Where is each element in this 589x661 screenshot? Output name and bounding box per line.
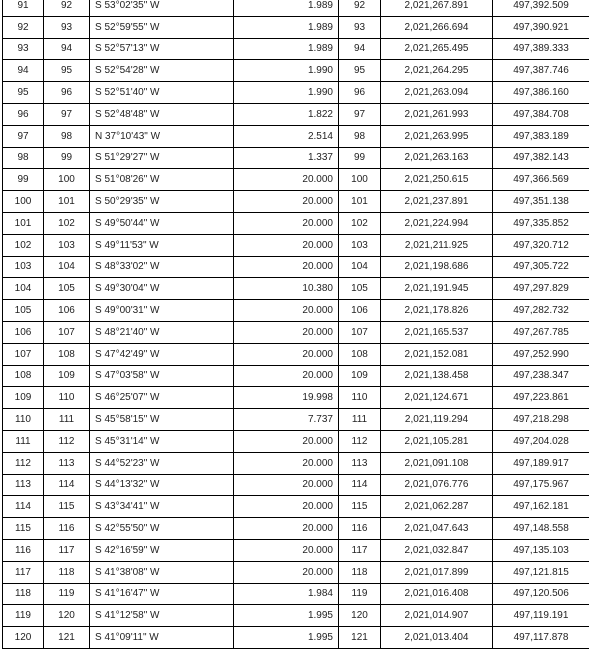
northing-cell: 2,021,263.995 [381,125,493,147]
point-cell: 109 [339,365,381,387]
point-cell: 117 [339,539,381,561]
bearing-cell: S 51°08'26" W [90,169,234,191]
table-row [3,82,589,104]
survey-coordinates-table [2,0,589,649]
to-station-cell: 108 [44,343,90,365]
easting-cell: 497,389.333 [493,38,589,60]
northing-cell: 2,021,191.945 [381,278,493,300]
distance-cell: 1.995 [234,627,339,649]
from-station-cell: 99 [3,169,44,191]
bearing-cell: S 50°29'35" W [90,191,234,213]
easting-cell: 497,282.732 [493,300,589,322]
northing-cell: 2,021,267.891 [381,0,493,16]
table-row [3,125,589,147]
table-row [3,583,589,605]
distance-cell: 2.514 [234,125,339,147]
point-cell: 118 [339,561,381,583]
table-row [3,0,589,16]
easting-cell: 497,238.347 [493,365,589,387]
bearing-cell: S 47°03'58" W [90,365,234,387]
to-station-cell: 100 [44,169,90,191]
bearing-cell: S 51°29'27" W [90,147,234,169]
from-station-cell: 97 [3,125,44,147]
easting-cell: 497,351.138 [493,191,589,213]
easting-cell: 497,175.967 [493,474,589,496]
point-cell: 110 [339,387,381,409]
northing-cell: 2,021,091.108 [381,452,493,474]
from-station-cell: 91 [3,0,44,16]
to-station-cell: 111 [44,409,90,431]
northing-cell: 2,021,032.847 [381,539,493,561]
easting-cell: 497,267.785 [493,321,589,343]
bearing-cell: S 52°57'13" W [90,38,234,60]
table-row [3,452,589,474]
from-station-cell: 92 [3,16,44,38]
distance-cell: 20.000 [234,300,339,322]
to-station-cell: 92 [44,0,90,16]
to-station-cell: 99 [44,147,90,169]
bearing-cell: S 41°16'47" W [90,583,234,605]
point-cell: 102 [339,212,381,234]
from-station-cell: 119 [3,605,44,627]
easting-cell: 497,119.191 [493,605,589,627]
to-station-cell: 105 [44,278,90,300]
northing-cell: 2,021,266.694 [381,16,493,38]
distance-cell: 1.990 [234,82,339,104]
table-row [3,234,589,256]
from-station-cell: 106 [3,321,44,343]
table-row [3,343,589,365]
northing-cell: 2,021,013.404 [381,627,493,649]
bearing-cell: N 37°10'43" W [90,125,234,147]
bearing-cell: S 49°50'44" W [90,212,234,234]
easting-cell: 497,383.189 [493,125,589,147]
point-cell: 116 [339,518,381,540]
from-station-cell: 93 [3,38,44,60]
easting-cell: 497,148.558 [493,518,589,540]
easting-cell: 497,218.298 [493,409,589,431]
from-station-cell: 98 [3,147,44,169]
easting-cell: 497,120.506 [493,583,589,605]
distance-cell: 19.998 [234,387,339,409]
point-cell: 92 [339,0,381,16]
point-cell: 121 [339,627,381,649]
from-station-cell: 103 [3,256,44,278]
distance-cell: 20.000 [234,561,339,583]
northing-cell: 2,021,263.094 [381,82,493,104]
from-station-cell: 94 [3,60,44,82]
table-row [3,256,589,278]
to-station-cell: 116 [44,518,90,540]
northing-cell: 2,021,017.899 [381,561,493,583]
distance-cell: 20.000 [234,212,339,234]
distance-cell: 20.000 [234,452,339,474]
distance-cell: 10.380 [234,278,339,300]
distance-cell: 1.989 [234,16,339,38]
to-station-cell: 95 [44,60,90,82]
easting-cell: 497,297.829 [493,278,589,300]
table-row [3,147,589,169]
bearing-cell: S 49°30'04" W [90,278,234,300]
bearing-cell: S 48°21'40" W [90,321,234,343]
from-station-cell: 110 [3,409,44,431]
easting-cell: 497,117.878 [493,627,589,649]
northing-cell: 2,021,105.281 [381,430,493,452]
bearing-cell: S 52°48'48" W [90,103,234,125]
table-row [3,430,589,452]
distance-cell: 20.000 [234,191,339,213]
to-station-cell: 120 [44,605,90,627]
to-station-cell: 96 [44,82,90,104]
northing-cell: 2,021,165.537 [381,321,493,343]
point-cell: 95 [339,60,381,82]
table-row [3,409,589,431]
distance-cell: 20.000 [234,518,339,540]
from-station-cell: 100 [3,191,44,213]
distance-cell: 20.000 [234,474,339,496]
from-station-cell: 101 [3,212,44,234]
from-station-cell: 96 [3,103,44,125]
bearing-cell: S 49°00'31" W [90,300,234,322]
bearing-cell: S 52°51'40" W [90,82,234,104]
distance-cell: 1.989 [234,0,339,16]
to-station-cell: 110 [44,387,90,409]
point-cell: 119 [339,583,381,605]
point-cell: 94 [339,38,381,60]
distance-cell: 20.000 [234,365,339,387]
table-row [3,212,589,234]
table-row [3,387,589,409]
from-station-cell: 116 [3,539,44,561]
distance-cell: 1.337 [234,147,339,169]
table-row [3,321,589,343]
northing-cell: 2,021,124.671 [381,387,493,409]
point-cell: 100 [339,169,381,191]
to-station-cell: 103 [44,234,90,256]
table-row [3,365,589,387]
northing-cell: 2,021,250.615 [381,169,493,191]
to-station-cell: 112 [44,430,90,452]
point-cell: 106 [339,300,381,322]
to-station-cell: 107 [44,321,90,343]
point-cell: 99 [339,147,381,169]
easting-cell: 497,135.103 [493,539,589,561]
northing-cell: 2,021,062.287 [381,496,493,518]
from-station-cell: 118 [3,583,44,605]
to-station-cell: 121 [44,627,90,649]
northing-cell: 2,021,264.295 [381,60,493,82]
easting-cell: 497,320.712 [493,234,589,256]
distance-cell: 20.000 [234,343,339,365]
bearing-cell: S 53°02'35" W [90,0,234,16]
point-cell: 113 [339,452,381,474]
point-cell: 101 [339,191,381,213]
distance-cell: 20.000 [234,539,339,561]
from-station-cell: 108 [3,365,44,387]
to-station-cell: 98 [44,125,90,147]
from-station-cell: 104 [3,278,44,300]
easting-cell: 497,386.160 [493,82,589,104]
bearing-cell: S 41°38'08" W [90,561,234,583]
from-station-cell: 109 [3,387,44,409]
easting-cell: 497,189.917 [493,452,589,474]
distance-cell: 7.737 [234,409,339,431]
table-row [3,278,589,300]
to-station-cell: 93 [44,16,90,38]
easting-cell: 497,382.143 [493,147,589,169]
northing-cell: 2,021,014.907 [381,605,493,627]
northing-cell: 2,021,265.495 [381,38,493,60]
bearing-cell: S 44°52'23" W [90,452,234,474]
table-row [3,627,589,649]
northing-cell: 2,021,263.163 [381,147,493,169]
to-station-cell: 119 [44,583,90,605]
from-station-cell: 114 [3,496,44,518]
point-cell: 112 [339,430,381,452]
bearing-cell: S 41°12'58" W [90,605,234,627]
to-station-cell: 104 [44,256,90,278]
to-station-cell: 97 [44,103,90,125]
distance-cell: 1.989 [234,38,339,60]
bearing-cell: S 41°09'11" W [90,627,234,649]
from-station-cell: 95 [3,82,44,104]
bearing-cell: S 46°25'07" W [90,387,234,409]
point-cell: 115 [339,496,381,518]
easting-cell: 497,252.990 [493,343,589,365]
table-row [3,605,589,627]
easting-cell: 497,204.028 [493,430,589,452]
from-station-cell: 113 [3,474,44,496]
northing-cell: 2,021,119.294 [381,409,493,431]
northing-cell: 2,021,198.686 [381,256,493,278]
to-station-cell: 109 [44,365,90,387]
bearing-cell: S 45°58'15" W [90,409,234,431]
easting-cell: 497,162.181 [493,496,589,518]
to-station-cell: 114 [44,474,90,496]
point-cell: 96 [339,82,381,104]
bearing-cell: S 49°11'53" W [90,234,234,256]
table-row [3,60,589,82]
point-cell: 114 [339,474,381,496]
from-station-cell: 105 [3,300,44,322]
bearing-cell: S 48°33'02" W [90,256,234,278]
easting-cell: 497,366.569 [493,169,589,191]
northing-cell: 2,021,016.408 [381,583,493,605]
distance-cell: 20.000 [234,256,339,278]
easting-cell: 497,392.509 [493,0,589,16]
point-cell: 105 [339,278,381,300]
point-cell: 111 [339,409,381,431]
easting-cell: 497,223.861 [493,387,589,409]
to-station-cell: 94 [44,38,90,60]
table-body [3,0,589,648]
bearing-cell: S 42°55'50" W [90,518,234,540]
northing-cell: 2,021,261.993 [381,103,493,125]
distance-cell: 20.000 [234,496,339,518]
distance-cell: 1.984 [234,583,339,605]
point-cell: 98 [339,125,381,147]
from-station-cell: 107 [3,343,44,365]
to-station-cell: 106 [44,300,90,322]
bearing-cell: S 52°59'55" W [90,16,234,38]
northing-cell: 2,021,224.994 [381,212,493,234]
from-station-cell: 120 [3,627,44,649]
distance-cell: 1.822 [234,103,339,125]
table-row [3,191,589,213]
to-station-cell: 101 [44,191,90,213]
point-cell: 107 [339,321,381,343]
easting-cell: 497,387.746 [493,60,589,82]
from-station-cell: 111 [3,430,44,452]
from-station-cell: 112 [3,452,44,474]
from-station-cell: 117 [3,561,44,583]
northing-cell: 2,021,237.891 [381,191,493,213]
point-cell: 108 [339,343,381,365]
table-row [3,103,589,125]
bearing-cell: S 52°54'28" W [90,60,234,82]
easting-cell: 497,384.708 [493,103,589,125]
point-cell: 120 [339,605,381,627]
bearing-cell: S 44°13'32" W [90,474,234,496]
to-station-cell: 115 [44,496,90,518]
point-cell: 103 [339,234,381,256]
easting-cell: 497,121.815 [493,561,589,583]
northing-cell: 2,021,178.826 [381,300,493,322]
table-row [3,539,589,561]
to-station-cell: 118 [44,561,90,583]
bearing-cell: S 43°34'41" W [90,496,234,518]
table-row [3,518,589,540]
distance-cell: 20.000 [234,234,339,256]
point-cell: 93 [339,16,381,38]
table-row [3,474,589,496]
to-station-cell: 102 [44,212,90,234]
table-row [3,38,589,60]
northing-cell: 2,021,138.458 [381,365,493,387]
northing-cell: 2,021,211.925 [381,234,493,256]
easting-cell: 497,305.722 [493,256,589,278]
from-station-cell: 115 [3,518,44,540]
table-row [3,561,589,583]
to-station-cell: 117 [44,539,90,561]
from-station-cell: 102 [3,234,44,256]
table-row [3,169,589,191]
table-row [3,300,589,322]
to-station-cell: 113 [44,452,90,474]
distance-cell: 1.990 [234,60,339,82]
distance-cell: 1.995 [234,605,339,627]
distance-cell: 20.000 [234,430,339,452]
northing-cell: 2,021,152.081 [381,343,493,365]
bearing-cell: S 42°16'59" W [90,539,234,561]
table-row [3,16,589,38]
distance-cell: 20.000 [234,169,339,191]
northing-cell: 2,021,047.643 [381,518,493,540]
northing-cell: 2,021,076.776 [381,474,493,496]
bearing-cell: S 45°31'14" W [90,430,234,452]
easting-cell: 497,390.921 [493,16,589,38]
distance-cell: 20.000 [234,321,339,343]
bearing-cell: S 47°42'49" W [90,343,234,365]
point-cell: 104 [339,256,381,278]
point-cell: 97 [339,103,381,125]
table-row [3,496,589,518]
easting-cell: 497,335.852 [493,212,589,234]
